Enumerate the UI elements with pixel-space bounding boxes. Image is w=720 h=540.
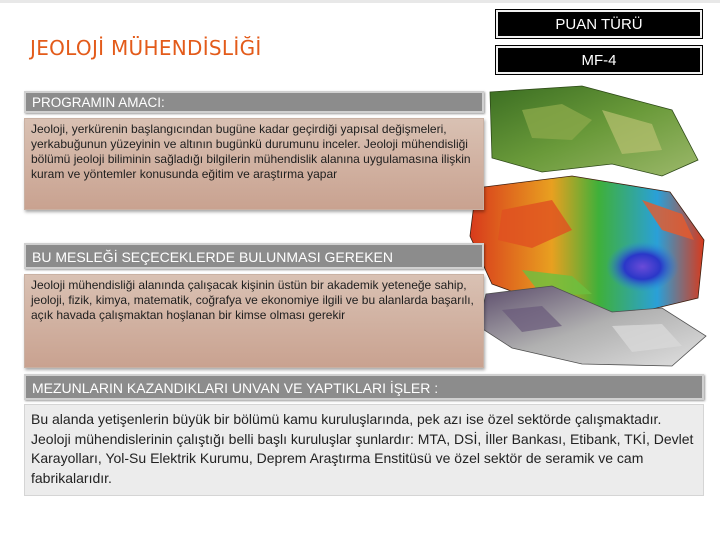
section-body-qualifications: Jeoloji mühendisliği alanında çalışacak kişinin üstün bir akademik yeteneğe sahip, jeoloji, fizik, kimya, matematik, coğrafya ve ekonomiye ilgili ve bu alanlarda başarılı, açık havada çalışmaktan hoşlanan bir kimse olması gerekir bbox=[24, 274, 484, 368]
section-header-graduate-titles: MEZUNLARIN KAZANDIKLARI UNVAN VE YAPTIKLARI İŞLER : bbox=[24, 374, 704, 400]
geological-layers-illustration bbox=[462, 80, 712, 370]
section-body-program-purpose: Jeoloji, yerkürenin başlangıcından bugüne kadar geçirdiği yapısal değişmeleri, yerkabuğunun yüzeyinin ve altının bugünkü durumunu inceler. Jeoloji mühendisliği bölümü jeoloji biliminin sağladığı bilgilerin mühendislik alanına uygulamasına ilişkin kuram ve yöntemler konusunda eğitim ve araştırma yapar bbox=[24, 118, 484, 210]
score-type-label: PUAN TÜRÜ bbox=[496, 10, 702, 38]
top-rule bbox=[0, 0, 720, 3]
score-type-value: MF-4 bbox=[496, 46, 702, 74]
page-title: JEOLOJİ MÜHENDİSLİĞİ bbox=[30, 36, 262, 60]
section-header-program-purpose: PROGRAMIN AMACI: bbox=[24, 91, 484, 113]
section-body-graduate-titles: Bu alanda yetişenlerin büyük bir bölümü kamu kuruluşlarında, pek azı ise özel sektörde çalışmaktadır. Jeoloji mühendislerinin çalıştığı belli başlı kuruluşlar şunlardır: MTA, DSİ, İller Bankası, Etibank, TKİ, Devlet Karayolları, Yol-Su Elektrik Kurumu, Deprem Araştırma Enstitüsü ve özel sektör de seramik ve cam fabrikalarıdır. bbox=[24, 404, 704, 496]
section-header-qualifications: BU MESLEĞİ SEÇECEKLERDE BULUNMASI GEREKEN bbox=[24, 243, 484, 269]
